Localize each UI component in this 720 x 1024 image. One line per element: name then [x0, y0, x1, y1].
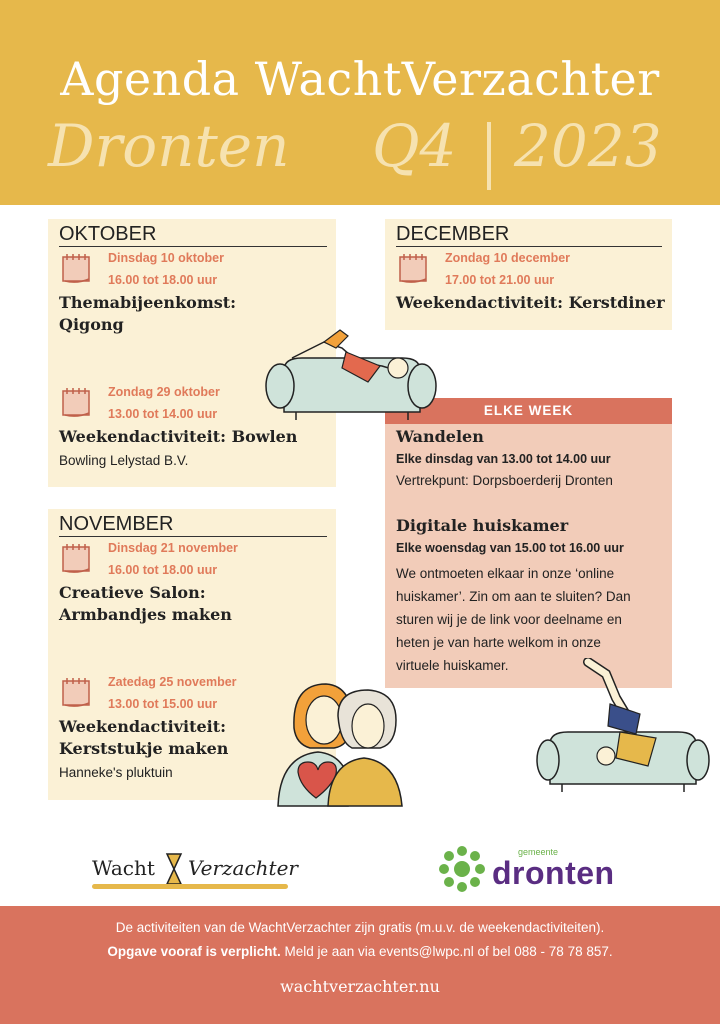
- event-time: 13.00 tot 15.00 uur: [108, 697, 218, 711]
- logo-underline: [92, 884, 288, 889]
- footer-line-1: De activiteiten van de WachtVerzachter zijn gratis (m.u.v. de weekendactiviteiten).: [115, 920, 605, 935]
- sofa-lounging-illustration: [262, 322, 438, 426]
- event-title: Weekendactiviteit: Kerstdiner: [396, 293, 665, 312]
- event-title: Weekendactiviteit:: [59, 717, 227, 736]
- weekly-digital-title: Digitale huiskamer: [396, 516, 569, 535]
- logo-text-verzachter: Verzachter: [188, 856, 298, 880]
- calendar-icon: [59, 675, 93, 709]
- gemeente-emblem-icon: [438, 845, 486, 893]
- event-date: Zondag 10 december: [445, 251, 571, 265]
- month-heading-oktober: OKTOBER: [59, 222, 327, 247]
- event-time: 17.00 tot 21.00 uur: [445, 273, 555, 287]
- event-date: Zatedag 25 november: [108, 675, 237, 689]
- two-women-illustration: [268, 676, 410, 810]
- calendar-icon: [59, 385, 93, 419]
- wachtverzachter-logo: [92, 852, 298, 896]
- gemeente-dronten-logo: [438, 843, 628, 895]
- description-line: sturen wij je de link voor deelname en: [396, 612, 622, 627]
- subtitle-separator: [487, 122, 491, 190]
- subtitle-city: Dronten: [48, 112, 290, 180]
- event-date: Dinsdag 21 november: [108, 541, 238, 555]
- event-date: Dinsdag 10 oktober: [108, 251, 224, 265]
- month-heading-november: NOVEMBER: [59, 512, 327, 537]
- event-time: 16.00 tot 18.00 uur: [108, 563, 218, 577]
- event-time: 13.00 tot 14.00 uur: [108, 407, 218, 421]
- logo-text-wacht: Wacht: [92, 856, 155, 880]
- description-line: huiskamer’. Zin om aan te sluiten? Dan: [396, 589, 631, 604]
- footer-line-2: [0, 944, 720, 959]
- logo-text-gemeente: gemeente: [518, 847, 559, 857]
- event-time: 16.00 tot 18.00 uur: [108, 273, 218, 287]
- weekly-digital-when: Elke woensdag van 15.00 tot 16.00 uur: [396, 541, 624, 555]
- month-heading-december: DECEMBER: [396, 222, 662, 247]
- description-line: We ontmoeten elkaar in onze ‘online: [396, 566, 615, 581]
- page-title: Agenda WachtVerzachter: [60, 52, 660, 106]
- event-date: Zondag 29 oktober: [108, 385, 220, 399]
- weekly-walk-where: Vertrekpunt: Dorpsboerderij Dronten: [396, 473, 613, 488]
- weekly-walk-when: Elke dinsdag van 13.00 tot 14.00 uur: [396, 452, 611, 466]
- subtitle-year: 2023: [514, 112, 662, 180]
- calendar-icon: [59, 541, 93, 575]
- event-title-cont: Armbandjes maken: [59, 605, 232, 624]
- footer-website-link[interactable]: wachtverzachter.nu: [280, 977, 440, 996]
- event-title: Themabijeenkomst:: [59, 293, 237, 312]
- weekly-banner: ELKE WEEK: [385, 398, 672, 424]
- logo-text-dronten: dronten: [492, 855, 615, 891]
- event-title-cont: Kerststukje maken: [59, 739, 229, 758]
- event-title-cont: Qigong: [59, 315, 124, 334]
- event-location: Hanneke's pluktuin: [59, 765, 173, 780]
- weekly-walk-title: Wandelen: [396, 427, 484, 446]
- calendar-icon: [396, 251, 430, 285]
- footer-line-2-rest: Meld je aan via events@lwpc.nl of bel 088 - 78 78 857.: [280, 944, 613, 959]
- event-location: Bowling Lelystad B.V.: [59, 453, 189, 468]
- description-line: virtuele huiskamer.: [396, 658, 509, 673]
- description-line: heten je van harte welkom in onze: [396, 635, 601, 650]
- sofa-upside-down-illustration: [536, 658, 712, 800]
- subtitle-quarter: Q4: [372, 112, 457, 180]
- hourglass-icon: [164, 852, 184, 886]
- footer-line-2-bold: Opgave vooraf is verplicht.: [107, 944, 281, 959]
- event-title: Creatieve Salon:: [59, 583, 206, 602]
- event-title: Weekendactiviteit: Bowlen: [59, 427, 298, 446]
- calendar-icon: [59, 251, 93, 285]
